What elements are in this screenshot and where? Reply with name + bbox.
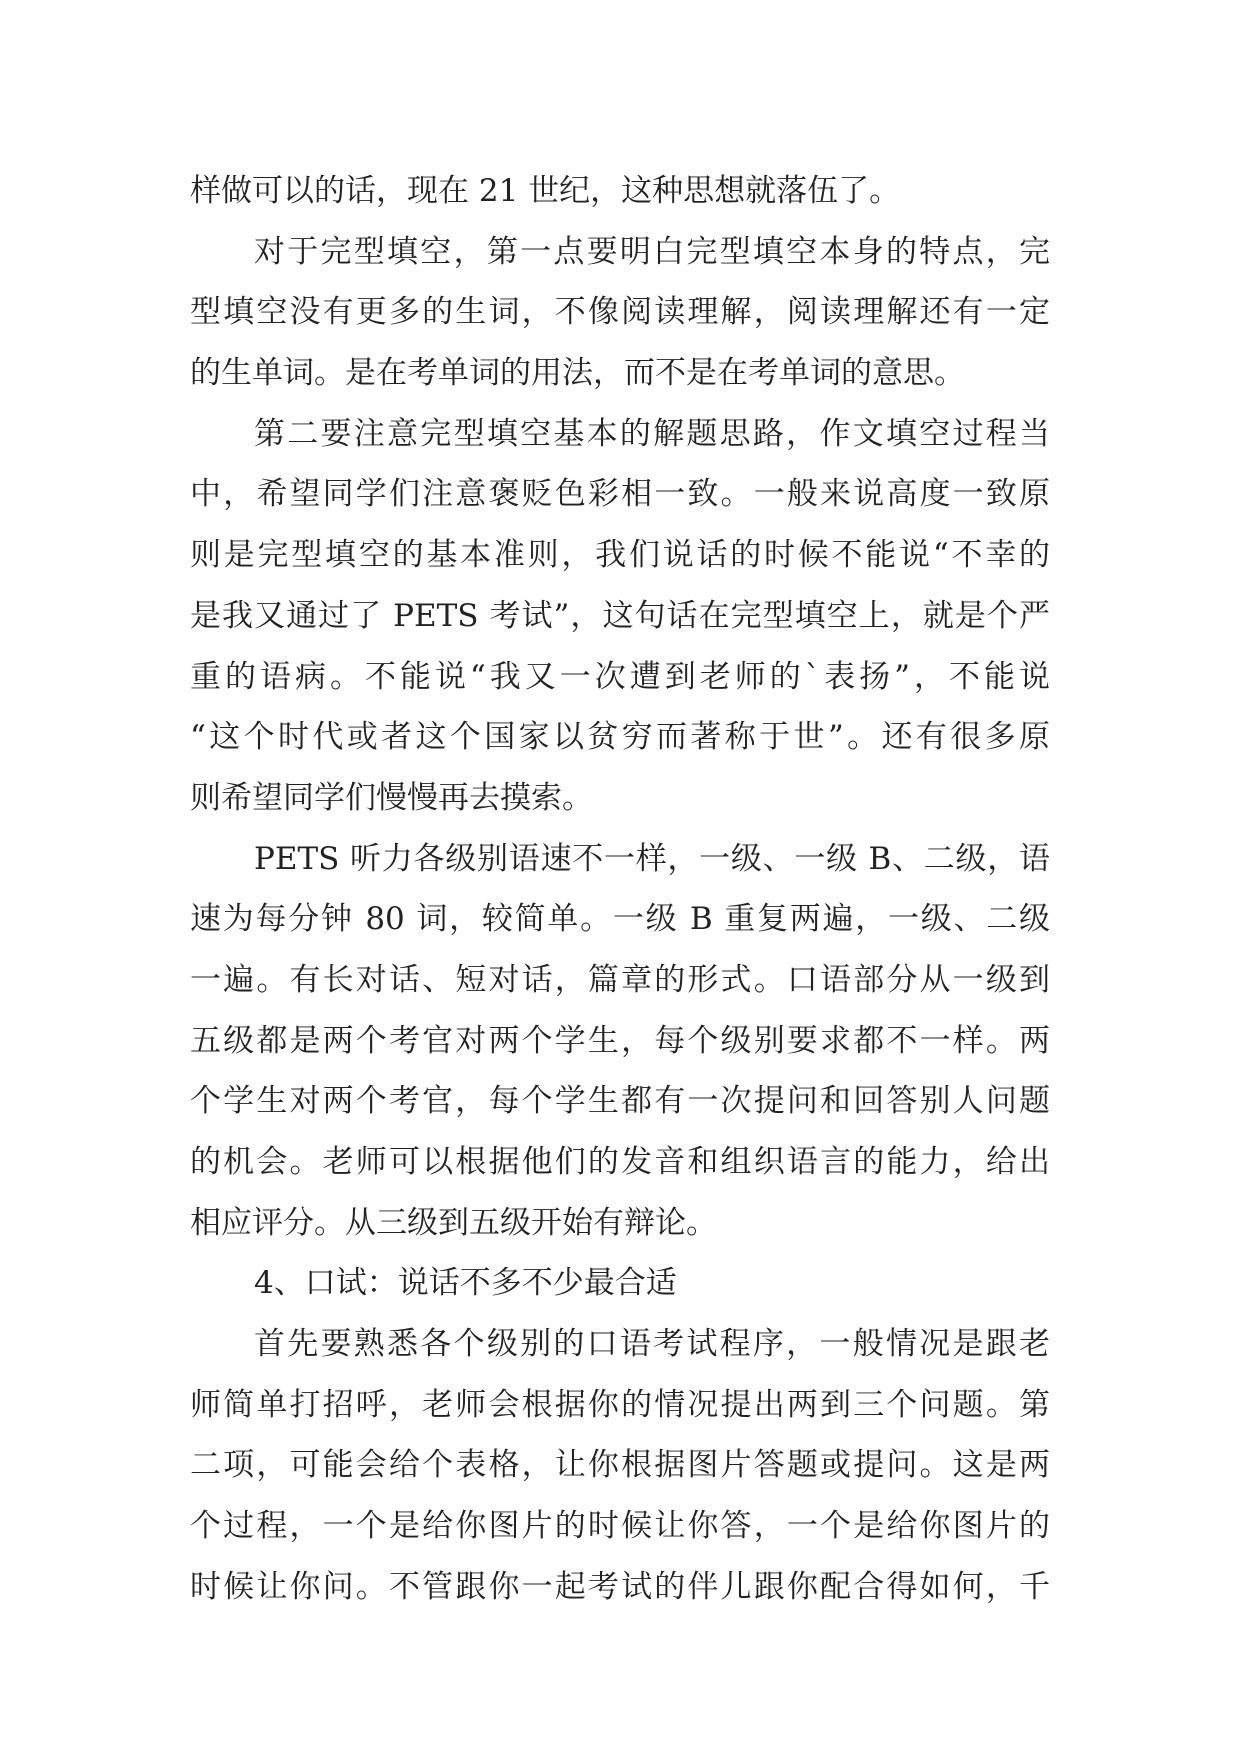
text-line: 型填空没有更多的生词，不像阅读理解，阅读理解还有一定 <box>190 294 1050 331</box>
text-line: 重的语病。不能说“我又一次遭到老师的`表扬”，不能说 <box>190 658 1050 695</box>
text-line: 的生单词。是在考单词的用法，而不是在考单词的意思。 <box>190 355 965 392</box>
text-line: 师简单打招呼，老师会根据你的情况提出两到三个问题。第 <box>190 1386 1050 1423</box>
text-line: 对于完型填空，第一点要明白完型填空本身的特点，完 <box>254 233 1050 270</box>
text-line: 则希望同学们慢慢再去摸索。 <box>190 779 593 816</box>
text-line: 则是完型填空的基本准则，我们说话的时候不能说“不幸的 <box>190 537 1050 574</box>
body-text <box>190 161 1050 1618</box>
section-heading: 4、口试：说话不多不少最合适 <box>254 1265 677 1302</box>
text-line: 五级都是两个考官对两个学生，每个级别要求都不一样。两 <box>190 1022 1050 1059</box>
text-line: “这个时代或者这个国家以贫穷而著称于世”。还有很多原 <box>190 719 1050 756</box>
text-line: 中，希望同学们注意褒贬色彩相一致。一般来说高度一致原 <box>190 476 1050 513</box>
text-line: 的机会。老师可以根据他们的发音和组织语言的能力，给出 <box>190 1144 1050 1180</box>
text-line: 二项，可能会给个表格，让你根据图片答题或提问。这是两 <box>190 1447 1050 1484</box>
text-line: 第二要注意完型填空基本的解题思路，作文填空过程当 <box>254 415 1050 452</box>
text-line: 是我又通过了 PETS 考试”，这句话在完型填空上，就是个严 <box>190 597 1050 634</box>
text-line: 首先要熟悉各个级别的口语考试程序，一般情况是跟老 <box>254 1326 1050 1363</box>
text-line: PETS 听力各级别语速不一样，一级、一级 B、二级，语 <box>254 840 1050 877</box>
text-line: 一遍。有长对话、短对话，篇章的形式。口语部分从一级到 <box>190 961 1050 998</box>
text-line: 样做可以的话，现在 21 世纪，这种思想就落伍了。 <box>190 173 901 209</box>
text-line: 个过程，一个是给你图片的时候让你答，一个是给你图片的 <box>190 1508 1050 1545</box>
text-line: 个学生对两个考官，每个学生都有一次提问和回答别人问题 <box>190 1083 1050 1120</box>
text-line: 时候让你问。不管跟你一起考试的伴儿跟你配合得如何，千 <box>190 1568 1050 1605</box>
text-line: 速为每分钟 80 词，较简单。一级 B 重复两遍，一级、二级 <box>190 901 1050 938</box>
text-line: 相应评分。从三级到五级开始有辩论。 <box>190 1204 717 1241</box>
